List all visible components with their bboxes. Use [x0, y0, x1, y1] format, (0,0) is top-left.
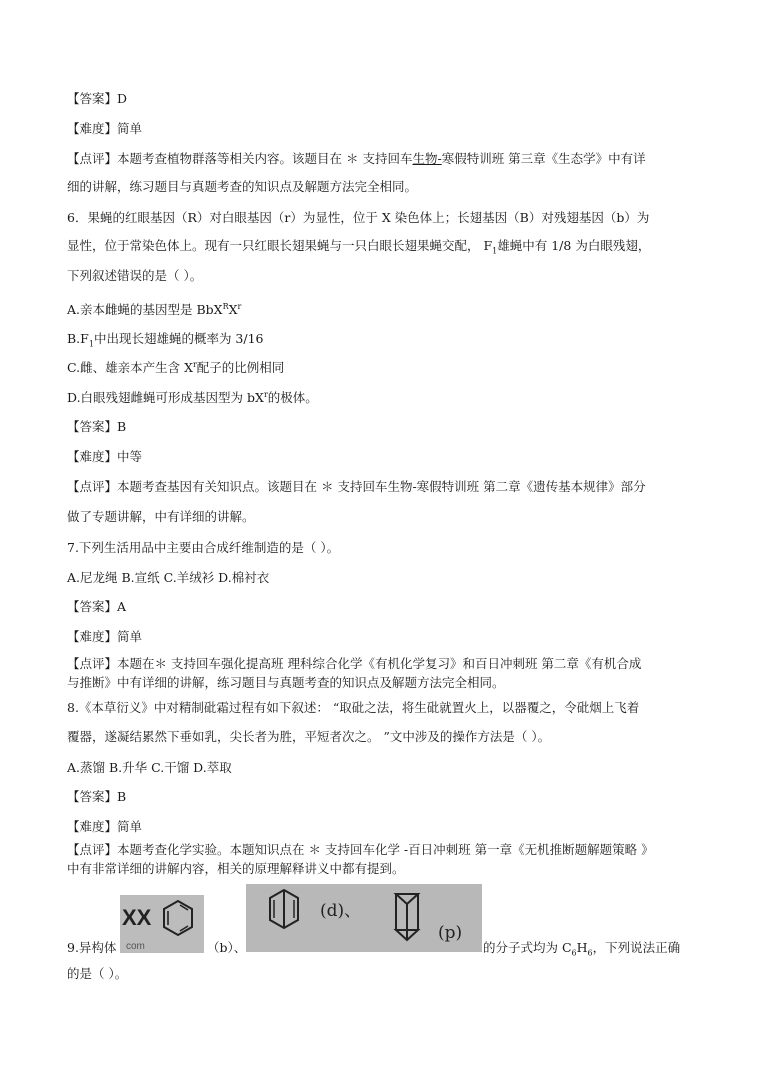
- q8-answer: 【答案】B: [67, 789, 127, 804]
- q5-comment-line2: 细的讲解，练习题目与真题考查的知识点及解题方法完全相同。: [67, 179, 418, 194]
- q8-comment-line2: 中有非常详细的讲解内容，相关的原理解释讲义中都有提到。: [67, 861, 405, 876]
- q6-option-d: D.白眼残翅雌蝇可形成基因型为 $bX^r$的极体。: [67, 389, 318, 405]
- watermark-text: com: [126, 941, 145, 952]
- q7-answer: 【答案】A: [67, 599, 127, 614]
- label-d: (d)、: [320, 901, 362, 921]
- q8-difficulty: 【难度】简单: [67, 819, 143, 834]
- q6-answer: 【答案】B: [67, 419, 127, 434]
- benzene-structure-image: [120, 895, 204, 953]
- q8-stem-line2: 覆器，遂凝结累然下垂如乳，尖长者为胜，平短者次之。 ”文中涉及的操作方法是（ ）。: [67, 729, 551, 744]
- dewar-prism-structure-image: [246, 884, 482, 952]
- q5-comment-line1: 【点评】本题考查植物群落等相关内容。该题目在 ＊ 支持回车生物-寒假特训班 第三章《生态学》中有详: [67, 151, 646, 166]
- q7-comment-line1: 【点评】本题在＊ 支持回车强化提高班 理科综合化学《有机化学复习》和百日冲刺班 第二章《有机合成: [67, 656, 642, 671]
- q7-difficulty: 【难度】简单: [67, 629, 143, 644]
- q5-difficulty: 【难度】简单: [67, 121, 143, 136]
- q6-option-c: C.雌、雄亲本产生含 $X^r$配子的比例相同: [67, 359, 285, 375]
- q5-answer: 【答案】D: [67, 91, 128, 106]
- q6-stem-line3: 下列叙述错误的是（ ）。: [67, 268, 203, 283]
- q7-options: A.尼龙绳 B.宣纸 C.羊绒衫 D.棉衬衣: [67, 570, 270, 585]
- q6-option-b: $B.F_1$中出现长翅雄蝇的概率为 3/16: [67, 331, 264, 349]
- q6-comment-line1: 【点评】本题考查基因有关知识点。该题目在 ＊ 支持回车生物-寒假特训班 第二章《遗传基本规律》部分: [67, 479, 646, 494]
- benzene-drawing: [120, 895, 204, 953]
- q9-label-b: （b）、: [207, 940, 247, 955]
- q6-option-a: A.亲本雌蝇的基因型是 $BbX^RX^r$: [67, 301, 242, 317]
- label-p: (p): [438, 923, 463, 943]
- q9-stem-line1: 的分子式均为 $C_6H_6$，下列说法正确: [483, 940, 681, 958]
- q7-stem: 7.下列生活用品中主要由合成纤维制造的是（ ）。: [67, 540, 340, 555]
- q9-stem-line2: 的是（ ）。: [67, 966, 128, 981]
- q6-difficulty: 【难度】中等: [67, 449, 143, 464]
- q8-options: A.蒸馏 B.升华 C.干馏 D.萃取: [67, 760, 232, 775]
- watermark-logo: XX: [122, 905, 152, 930]
- dewar-prism-drawing: [246, 884, 482, 952]
- q8-stem-line1: 8.《本草衍义》中对精制砒霜过程有如下叙述： “取砒之法，将生砒就置火上，以器覆之，令砒烟上飞着: [67, 700, 640, 715]
- q5-comment-underlined: 生物-: [412, 151, 442, 166]
- q7-comment-line2: 与推断》中有详细的讲解，练习题目与真题考查的知识点及解题方法完全相同。: [67, 675, 505, 690]
- q6-stem-line1: 6．果蝇的红眼基因（R）对白眼基因（r）为显性，位于 X 染色体上；长翅基因（B）对残翅基因（b）为: [67, 210, 650, 225]
- q9-stem-prefix: 9.异构体: [67, 940, 117, 955]
- q6-comment-line2: 做了专题讲解，中有详细的讲解。: [67, 509, 255, 524]
- q6-stem-line2: 显性，位于常染色体上。现有一只红眼长翅果蝇与一只白眼长翅果蝇交配， $F_1$雄蝇中有 1/8 为白眼残翅，: [67, 238, 651, 256]
- q8-comment-line1: 【点评】本题考查化学实验。本题知识点在 ＊ 支持回车化学 -百日冲刺班 第一章《无机推断题解题策略 》: [67, 842, 654, 857]
